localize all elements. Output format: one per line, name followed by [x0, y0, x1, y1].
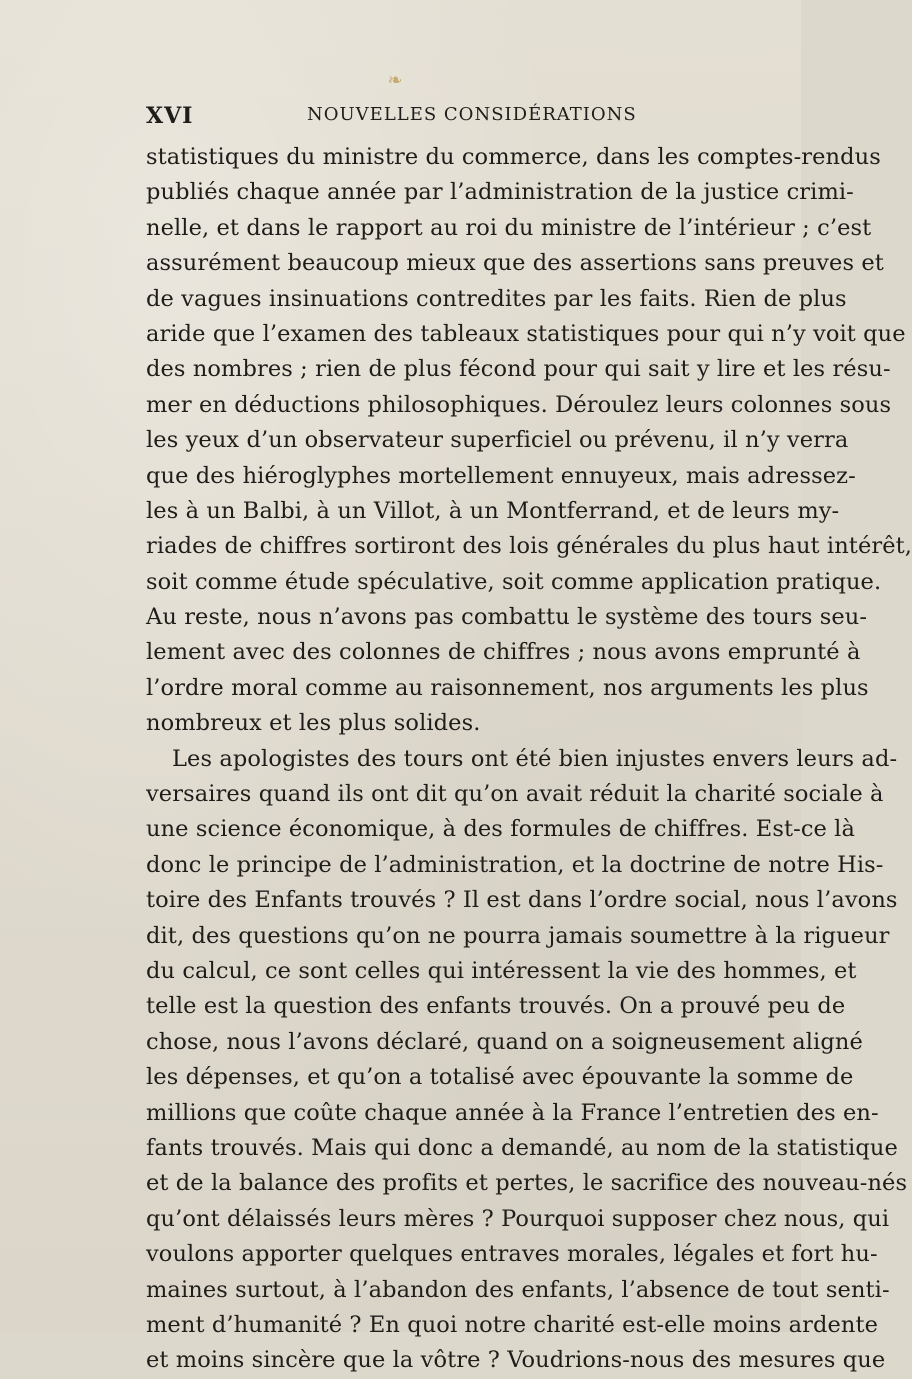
- text-line: assurément beaucoup mieux que des assertions sans preuves et: [146, 250, 884, 277]
- text-line: millions que coûte chaque année à la France l’entretien des en-: [146, 1099, 879, 1126]
- paragraph-start-line: Les apologistes des tours ont été bien injustes envers leurs ad-: [172, 745, 898, 772]
- text-line: nelle, et dans le rapport au roi du ministre de l’intérieur ; c’est: [146, 214, 872, 241]
- text-line: les dépenses, et qu’on a totalisé avec épouvante la somme de: [146, 1064, 854, 1091]
- text-line: versaires quand ils ont dit qu’on avait réduit la charité sociale à: [146, 781, 884, 808]
- text-line: soit comme étude spéculative, soit comme application pratique.: [146, 568, 882, 595]
- text-line: toire des Enfants trouvés ? Il est dans l’ordre social, nous l’avons: [146, 887, 898, 914]
- text-line: statistiques du ministre du commerce, dans les comptes-rendus: [146, 144, 881, 170]
- page-number: XVI: [146, 103, 194, 129]
- running-title: NOUVELLES CONSIDÉRATIONS: [307, 104, 637, 125]
- body-text: [146, 140, 912, 1379]
- text-line: dit, des questions qu’on ne pourra jamais soumettre à la rigueur: [146, 922, 890, 949]
- text-line: ment d’humanité ? En quoi notre charité est-elle moins ardente: [146, 1311, 879, 1338]
- text-line: voulons apporter quelques entraves morales, légales et fort hu-: [146, 1241, 878, 1268]
- text-line: publiés chaque année par l’administration de la justice crimi-: [146, 179, 854, 206]
- text-line: Au reste, nous n’avons pas combattu le système des tours seu-: [146, 604, 868, 631]
- text-line: lement avec des colonnes de chiffres ; nous avons emprunté à: [146, 639, 861, 666]
- text-line: mer en déductions philosophiques. Déroulez leurs colonnes sous: [146, 391, 892, 418]
- text-line: les à un Balbi, à un Villot, à un Montferrand, et de leurs my-: [146, 497, 840, 524]
- fleuron-icon: ❧: [387, 70, 403, 91]
- text-line: chose, nous l’avons déclaré, quand on a soigneusement aligné: [146, 1028, 863, 1055]
- text-line: nombreux et les plus solides.: [146, 710, 481, 737]
- text-line: des nombres ; rien de plus fécond pour qui sait y lire et les résu-: [146, 356, 891, 383]
- text-line: qu’ont délaissés leurs mères ? Pourquoi supposer chez nous, qui: [146, 1205, 890, 1232]
- text-line: maines surtout, à l’abandon des enfants, l’absence de tout senti-: [146, 1276, 890, 1303]
- text-line: aride que l’examen des tableaux statistiques pour qui n’y voit que: [146, 320, 906, 347]
- text-line: fants trouvés. Mais qui donc a demandé, au nom de la statistique: [146, 1134, 898, 1161]
- text-line: riades de chiffres sortiront des lois générales du plus haut intérêt,: [146, 533, 912, 560]
- text-line: telle est la question des enfants trouvés. On a prouvé peu de: [146, 993, 846, 1020]
- text-line: et de la balance des profits et pertes, le sacrifice des nouveau-nés: [146, 1170, 908, 1197]
- text-line: les yeux d’un observateur superficiel ou prévenu, il n’y verra: [146, 427, 849, 454]
- text-line: et moins sincère que la vôtre ? Voudrions-nous des mesures que: [146, 1347, 886, 1374]
- text-line: de vagues insinuations contredites par les faits. Rien de plus: [146, 285, 847, 312]
- text-line: donc le principe de l’administration, et la doctrine de notre His-: [146, 851, 884, 878]
- running-head: [146, 103, 656, 135]
- text-line: l’ordre moral comme au raisonnement, nos arguments les plus: [146, 674, 869, 701]
- text-line: du calcul, ce sont celles qui intéressent la vie des hommes, et: [146, 957, 857, 984]
- text-line: que des hiéroglyphes mortellement ennuyeux, mais adressez-: [146, 462, 856, 489]
- text-line: une science économique, à des formules de chiffres. Est-ce là: [146, 816, 855, 843]
